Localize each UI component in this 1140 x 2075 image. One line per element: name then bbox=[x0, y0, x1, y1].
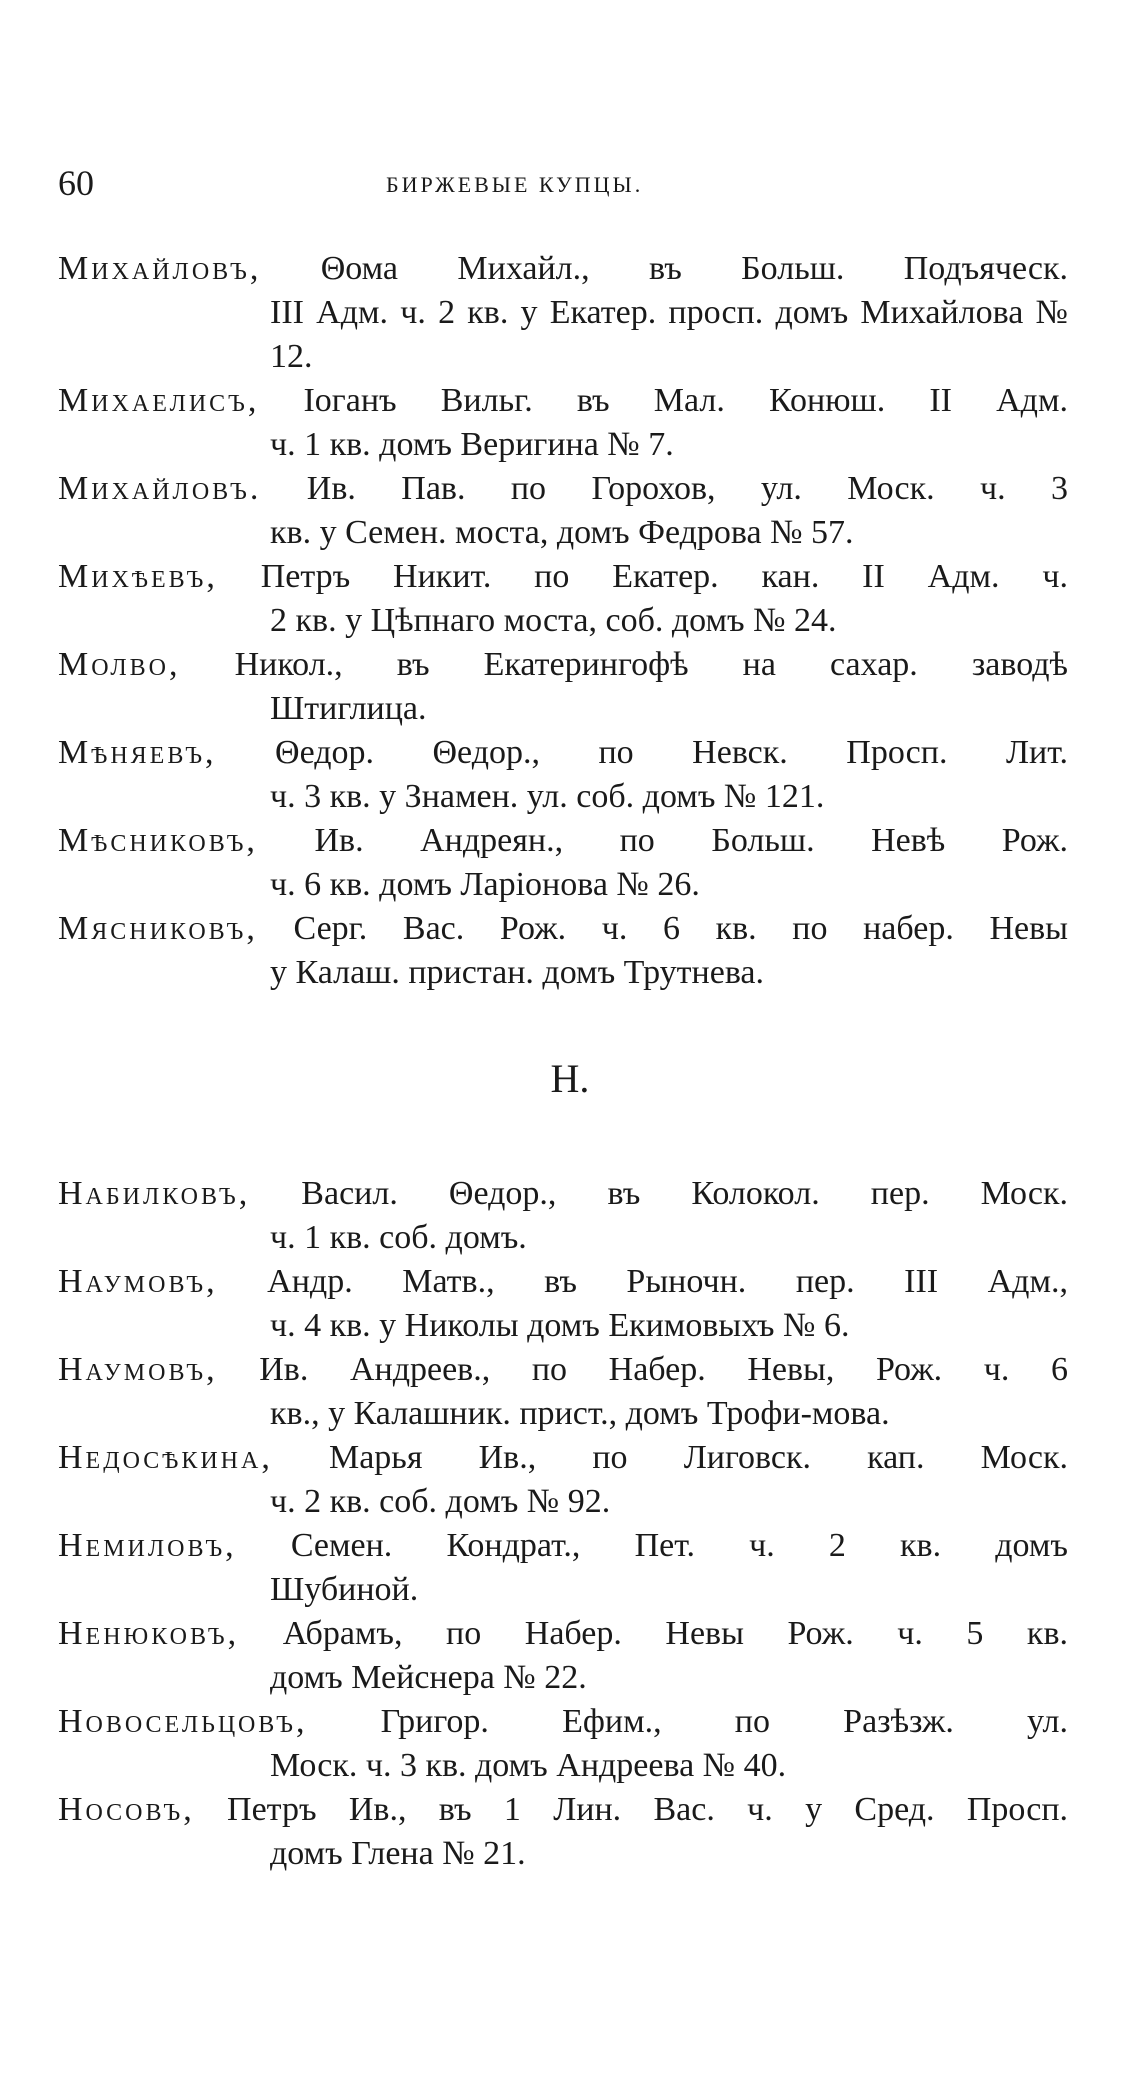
entry-surname: Михаелисъ, bbox=[58, 382, 260, 419]
entry-continuation: Моск. ч. 3 кв. домъ Андреева № 40. bbox=[270, 1747, 787, 1784]
running-title: БИРЖЕВЫЕ КУПЦЫ. bbox=[386, 172, 644, 197]
entry-continuation: III Адм. ч. 2 кв. у Екатер. просп. домъ Михайлова № 12. bbox=[270, 294, 1068, 375]
entry-surname: Новосельцовъ, bbox=[58, 1703, 308, 1740]
entry-continuation: ч. 2 кв. соб. домъ № 92. bbox=[270, 1483, 611, 1520]
entry-details: Серг. Вас. Рож. ч. 6 кв. по набер. Невы bbox=[293, 910, 1069, 947]
entry-details: Θедор. Θедор., по Невск. Просп. Лит. bbox=[275, 734, 1069, 771]
entry-surname: Наумовъ, bbox=[58, 1351, 218, 1388]
entry-surname: Носовъ, bbox=[58, 1791, 195, 1828]
entry-details: Марья Ив., по Лиговск. кап. Моск. bbox=[328, 1439, 1068, 1476]
entry-continuation: кв., у Калашник. прист., домъ Трофи-мова. bbox=[270, 1395, 890, 1432]
entry-details: Іоганъ Вильг. въ Мал. Конюш. II Адм. bbox=[303, 382, 1068, 419]
directory-entry bbox=[58, 1612, 1068, 1700]
directory-entry bbox=[58, 907, 1068, 995]
section-m bbox=[58, 247, 1068, 995]
entry-continuation: домъ Глена № 21. bbox=[270, 1835, 526, 1872]
directory-entry bbox=[58, 1524, 1068, 1612]
directory-entry bbox=[58, 1260, 1068, 1348]
entry-details: Семен. Кондрат., Пет. ч. 2 кв. домъ bbox=[290, 1527, 1068, 1564]
directory-entry bbox=[58, 819, 1068, 907]
entry-continuation: ч. 6 кв. домъ Ларіонова № 26. bbox=[270, 866, 700, 903]
entry-continuation: ч. 4 кв. у Николы домъ Екимовыхъ № 6. bbox=[270, 1307, 850, 1344]
page-number: 60 bbox=[58, 163, 94, 203]
entry-continuation: Штиглица. bbox=[270, 690, 427, 727]
entry-continuation: Шубиной. bbox=[270, 1571, 419, 1608]
entry-surname: Немиловъ, bbox=[58, 1527, 237, 1564]
directory-entry bbox=[58, 555, 1068, 643]
entry-continuation: домъ Мейснера № 22. bbox=[270, 1659, 587, 1696]
directory-entry bbox=[58, 1348, 1068, 1436]
entry-continuation: ч. 1 кв. домъ Веригина № 7. bbox=[270, 426, 674, 463]
section-n bbox=[58, 1172, 1068, 1876]
entry-details: Ив. Андреян., по Больш. Невѣ Рож. bbox=[314, 822, 1068, 859]
entry-continuation: ч. 3 кв. у Знамен. ул. соб. домъ № 121. bbox=[270, 778, 825, 815]
entry-continuation: ч. 1 кв. соб. домъ. bbox=[270, 1219, 527, 1256]
entry-surname: Михѣевъ, bbox=[58, 558, 218, 595]
entry-surname: Набилковъ, bbox=[58, 1175, 251, 1212]
entry-details: Григор. Ефим., по Разѣзж. ул. bbox=[380, 1703, 1068, 1740]
entry-details: Петръ Ив., въ 1 Лин. Вас. ч. у Сред. Просп. bbox=[227, 1791, 1069, 1828]
entry-details: Петръ Никит. по Екатер. кан. II Адм. ч. bbox=[260, 558, 1068, 595]
directory-entry bbox=[58, 247, 1068, 379]
directory-entry bbox=[58, 1172, 1068, 1260]
directory-entry bbox=[58, 1700, 1068, 1788]
page-header bbox=[58, 162, 1058, 212]
entry-details: Никол., въ Екатерингофѣ на сахар. заводѣ bbox=[234, 646, 1069, 683]
entry-details: Ив. Андреев., по Набер. Невы, Рож. ч. 6 bbox=[259, 1351, 1068, 1388]
entry-details: Θома Михайл., въ Больш. Подъяческ. bbox=[320, 250, 1068, 287]
entry-surname: Молво, bbox=[58, 646, 181, 683]
entry-details: Васил. Θедор., въ Колокол. пер. Моск. bbox=[301, 1175, 1068, 1212]
entry-continuation: кв. у Семен. моста, домъ Федрова № 57. bbox=[270, 514, 854, 551]
entry-surname: Недосѣкина, bbox=[58, 1439, 273, 1476]
directory-entry bbox=[58, 379, 1068, 467]
entry-surname: Ненюковъ, bbox=[58, 1615, 240, 1652]
directory-entry bbox=[58, 467, 1068, 555]
entry-surname: Наумовъ, bbox=[58, 1263, 218, 1300]
entry-surname: Мѣсниковъ, bbox=[58, 822, 258, 859]
entry-surname: Мѣняевъ, bbox=[58, 734, 217, 771]
directory-entry bbox=[58, 731, 1068, 819]
entry-continuation: у Калаш. пристан. домъ Трутнева. bbox=[270, 954, 765, 991]
section-letter-heading: Н. bbox=[550, 1056, 590, 1101]
entry-details: Абрамъ, по Набер. Невы Рож. ч. 5 кв. bbox=[282, 1615, 1069, 1652]
entry-details: Ив. Пав. по Горохов, ул. Моск. ч. 3 bbox=[306, 470, 1069, 507]
entry-surname: Михайловъ. bbox=[58, 470, 262, 507]
directory-entry bbox=[58, 1788, 1068, 1876]
entry-surname: Михайловъ, bbox=[58, 250, 262, 287]
entry-surname: Мясниковъ, bbox=[58, 910, 258, 947]
directory-entry bbox=[58, 1436, 1068, 1524]
entry-continuation: 2 кв. у Цѣпнаго моста, соб. домъ № 24. bbox=[270, 602, 837, 639]
directory-entry bbox=[58, 643, 1068, 731]
entry-details: Андр. Матв., въ Рыночн. пер. III Адм., bbox=[267, 1263, 1068, 1300]
